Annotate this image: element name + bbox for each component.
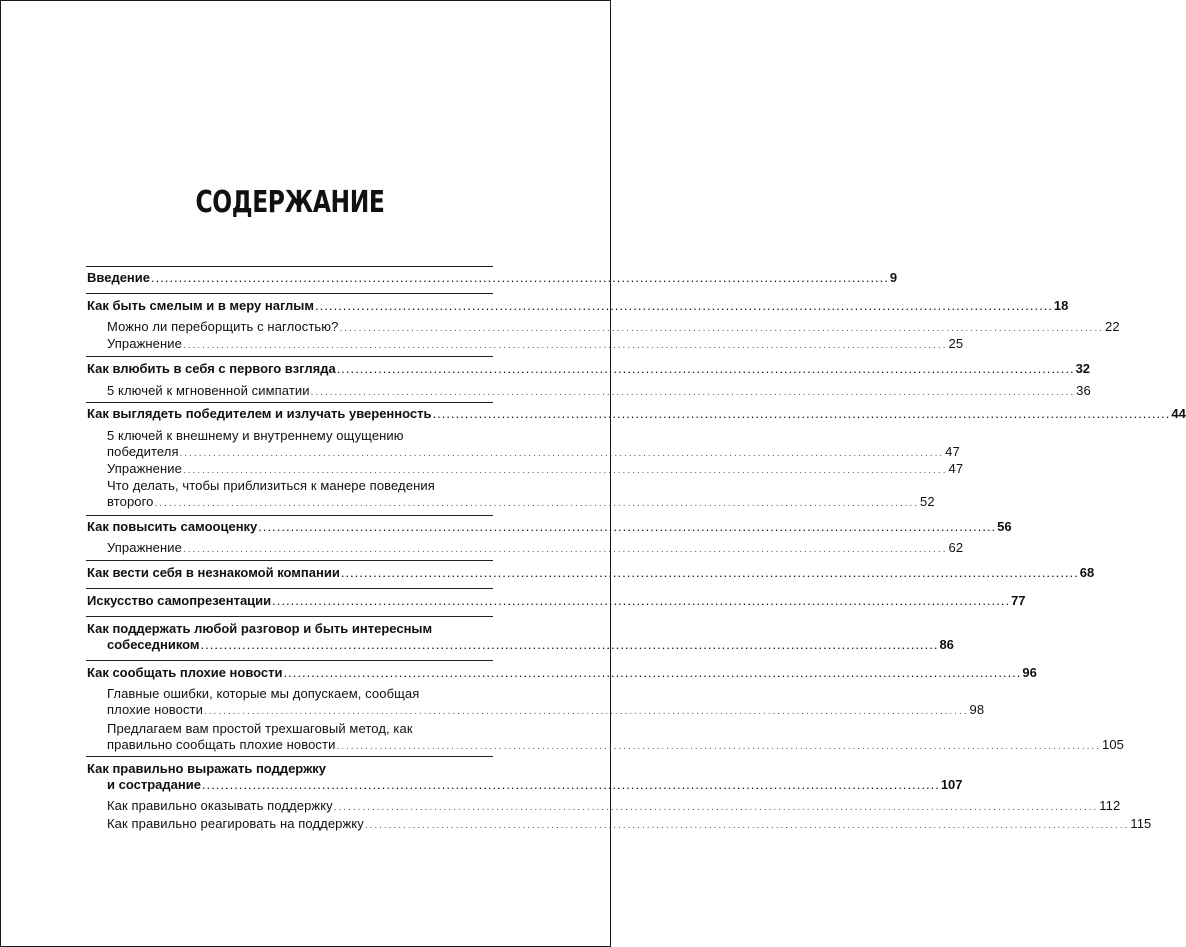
toc-entry-label: Как быть смелым и в меру наглым xyxy=(87,298,315,313)
toc-entry-14[interactable] xyxy=(87,593,1026,609)
toc-page-number: 86 xyxy=(939,637,954,652)
separator-10 xyxy=(86,756,493,757)
leader-dots: ................................................................................................................................................................ xyxy=(151,270,889,285)
toc-subentry-4[interactable] xyxy=(107,336,964,354)
toc-entry-first-line: Как правильно выражать поддержку xyxy=(87,761,327,776)
toc-entry-label: Искусство самопрезентации xyxy=(87,593,272,608)
toc-page-number: 22 xyxy=(1105,319,1120,334)
toc-entry-label: 5 ключей к мгновенной симпатии xyxy=(107,383,310,398)
leader-dots: ................................................................................................................................................................ xyxy=(203,706,969,717)
toc-page-number: 52 xyxy=(920,494,935,509)
toc-subentry-17[interactable] xyxy=(107,686,985,720)
page-title: СОДЕРЖАНИЕ xyxy=(195,185,385,220)
leader-dots: ................................................................................................................................................................ xyxy=(339,323,1104,334)
toc-entry-first-line: 5 ключей к внешнему и внутреннему ощущению xyxy=(107,428,404,443)
toc-page-number: 68 xyxy=(1079,565,1095,580)
separator-4 xyxy=(86,402,493,403)
separator-6 xyxy=(86,560,493,561)
leader-dots: ................................................................................................................................................................ xyxy=(283,665,1022,680)
toc-entry-label: второго xyxy=(107,494,154,509)
toc-entry-first-line: Предлагаем вам простой трехшаговый метод, как xyxy=(107,721,413,736)
toc-subentry-6[interactable] xyxy=(107,383,1091,401)
toc-subentry-8[interactable] xyxy=(107,428,960,462)
leader-dots: ................................................................................................................................................................ xyxy=(315,298,1053,313)
separator-5 xyxy=(86,515,493,516)
toc-entry-first-line: Что делать, чтобы приблизиться к манере поведения xyxy=(107,478,435,493)
toc-entry-19[interactable] xyxy=(87,761,963,793)
leader-dots: ................................................................................................................................................................ xyxy=(432,406,1171,421)
leader-dots: ................................................................................................................................................................ xyxy=(333,802,1099,813)
separator-2 xyxy=(86,293,493,294)
leader-dots: ................................................................................................................................................................ xyxy=(310,387,1076,398)
leader-dots: ................................................................................................................................................................ xyxy=(179,448,945,459)
separator-3 xyxy=(86,356,493,357)
toc-page-number: 105 xyxy=(1101,737,1124,752)
toc-page-number: 25 xyxy=(948,336,964,351)
toc-page-number: 9 xyxy=(889,270,898,285)
toc-page-number: 47 xyxy=(948,461,964,476)
toc-subentry-9[interactable] xyxy=(107,461,964,479)
toc-entry-label: и сострадание xyxy=(107,777,201,792)
toc-entry-label: Как повысить самооценку xyxy=(87,519,258,534)
separator-9 xyxy=(86,660,493,661)
toc-entry-label: Как сообщать плохие новости xyxy=(87,665,283,680)
leader-dots: ................................................................................................................................................................ xyxy=(154,498,920,509)
toc-entry-1[interactable] xyxy=(87,270,898,286)
toc-entry-label: Можно ли переборщить с наглостью? xyxy=(107,319,339,334)
toc-entry-16[interactable] xyxy=(87,665,1037,681)
toc-entry-15[interactable] xyxy=(87,621,954,653)
leader-dots: ................................................................................................................................................................ xyxy=(182,340,948,351)
leader-dots: ................................................................................................................................................................ xyxy=(201,777,940,792)
leader-dots: ................................................................................................................................................................ xyxy=(182,465,948,476)
toc-entry-label: правильно сообщать плохие новости xyxy=(107,737,336,752)
toc-entry-label: Введение xyxy=(87,270,150,285)
toc-entry-label: Упражнение xyxy=(107,540,182,555)
toc-subentry-12[interactable] xyxy=(107,540,964,558)
leader-dots: ................................................................................................................................................................ xyxy=(340,565,1079,580)
toc-subentry-20[interactable] xyxy=(107,798,1121,816)
toc-entry-13[interactable] xyxy=(87,565,1095,581)
leader-dots: ................................................................................................................................................................ xyxy=(336,741,1101,752)
toc-page-number: 18 xyxy=(1053,298,1069,313)
toc-entry-2[interactable] xyxy=(87,298,1069,314)
toc-entry-first-line: Как поддержать любой разговор и быть интересным xyxy=(87,621,433,636)
toc-page-number: 32 xyxy=(1075,361,1091,376)
toc-entry-label: плохие новости xyxy=(107,702,203,717)
toc-entry-first-line: Главные ошибки, которые мы допускаем, сообщая xyxy=(107,686,420,701)
separator-8 xyxy=(86,616,493,617)
toc-page-number: 77 xyxy=(1011,593,1026,608)
toc-page-number: 44 xyxy=(1171,406,1186,421)
leader-dots: ................................................................................................................................................................ xyxy=(182,544,948,555)
toc-entry-label: Как правильно реагировать на поддержку xyxy=(107,816,364,831)
separator-1 xyxy=(86,266,493,267)
toc-entry-label: Упражнение xyxy=(107,461,182,476)
toc-page-number: 107 xyxy=(940,777,963,792)
toc-page-number: 98 xyxy=(969,702,985,717)
toc-page-number: 56 xyxy=(997,519,1012,534)
toc-page-number: 112 xyxy=(1099,798,1121,813)
leader-dots: ................................................................................................................................................................ xyxy=(272,593,1011,608)
toc-subentry-21[interactable] xyxy=(107,816,1152,834)
toc-entry-label: Как выглядеть победителем и излучать уверенность xyxy=(87,406,432,421)
toc-entry-label: победителя xyxy=(107,444,179,459)
toc-page-number: 115 xyxy=(1130,816,1152,831)
toc-page-number: 47 xyxy=(945,444,960,459)
toc-subentry-10[interactable] xyxy=(107,478,935,512)
toc-entry-label: Как вести себя в незнакомой компании xyxy=(87,565,340,580)
toc-subentry-3[interactable] xyxy=(107,319,1120,337)
toc-entry-7[interactable] xyxy=(87,406,1186,422)
toc-entry-label: Как влюбить в себя с первого взгляда xyxy=(87,361,336,376)
toc-page-number: 36 xyxy=(1076,383,1091,398)
separator-7 xyxy=(86,588,493,589)
leader-dots: ................................................................................................................................................................ xyxy=(364,820,1130,831)
toc-page-number: 96 xyxy=(1022,665,1037,680)
toc-entry-5[interactable] xyxy=(87,361,1091,377)
leader-dots: ................................................................................................................................................................ xyxy=(200,637,939,652)
leader-dots: ................................................................................................................................................................ xyxy=(258,519,997,534)
toc-page-number: 62 xyxy=(948,540,964,555)
toc-entry-label: Упражнение xyxy=(107,336,182,351)
toc-entry-label: Как правильно оказывать поддержку xyxy=(107,798,333,813)
toc-entry-11[interactable] xyxy=(87,519,1012,535)
toc-entry-label: собеседником xyxy=(107,637,200,652)
toc-subentry-18[interactable] xyxy=(107,721,1124,755)
leader-dots: ................................................................................................................................................................ xyxy=(336,361,1075,376)
